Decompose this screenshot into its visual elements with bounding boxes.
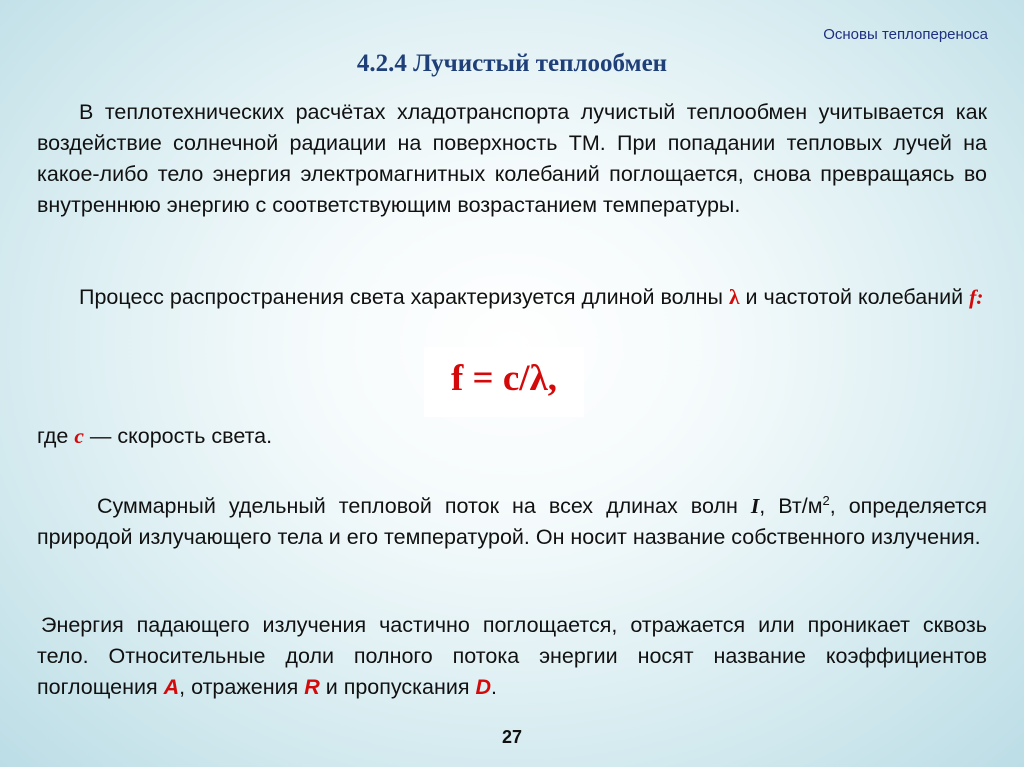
text-fragment: Энергия падающего излучения частично поглощается, отражается или проникает сквозь тело. Относительные доли полного потока энергии носят название коэффициентов поглощения [37, 613, 987, 699]
paragraph-speed-of-light [37, 421, 987, 452]
text-fragment: . [491, 675, 497, 699]
section-title: 4.2.4 Лучистый теплообмен [356, 50, 668, 77]
course-name: Основы теплопереноса [823, 26, 988, 43]
lambda-symbol: λ [728, 285, 740, 309]
speed-symbol: c [74, 424, 84, 448]
text-fragment: — скорость света. [83, 424, 273, 448]
transmission-symbol: D [475, 675, 492, 699]
paragraph-wavelength-frequency [37, 282, 987, 313]
unit-superscript: 2 [822, 493, 830, 508]
absorption-symbol: A [163, 675, 180, 699]
text-fragment: , Вт/м [759, 494, 823, 519]
text-fragment: и частотой колебаний [739, 285, 970, 309]
text-fragment: Процесс распространения света характеризуется длиной волны [79, 285, 729, 309]
page-number: 27 [501, 727, 523, 747]
formula-box [424, 347, 584, 417]
text-fragment: Суммарный удельный тепловой поток на всех длинах волн [97, 494, 751, 519]
flux-symbol: I [750, 494, 760, 519]
text-fragment: где [37, 424, 75, 448]
reflection-symbol: R [304, 675, 320, 699]
text-fragment: и пропускания [319, 675, 476, 699]
text-fragment: , определяется природой излучающего тела и его температурой. Он носит название собственного излучения. [37, 494, 987, 550]
paragraph-radiative-heat-exchange: В теплотехнических расчётах хладотранспорта лучистый теплообмен учитывается как воздействие солнечной радиации на поверхность ТМ. При попадании тепловых лучей на какое-либо тело энергия электромагнитных колебаний поглощается, снова превращаясь во внутреннюю энергию с соответствующим возрастанием температуры. [37, 100, 987, 217]
paragraph-incident-radiation [37, 610, 987, 703]
paragraph-total-heat-flux [37, 485, 987, 553]
text-fragment: , отражения [179, 675, 305, 699]
frequency-formula: f = c/λ, [450, 358, 558, 399]
frequency-symbol: f: [969, 285, 984, 309]
